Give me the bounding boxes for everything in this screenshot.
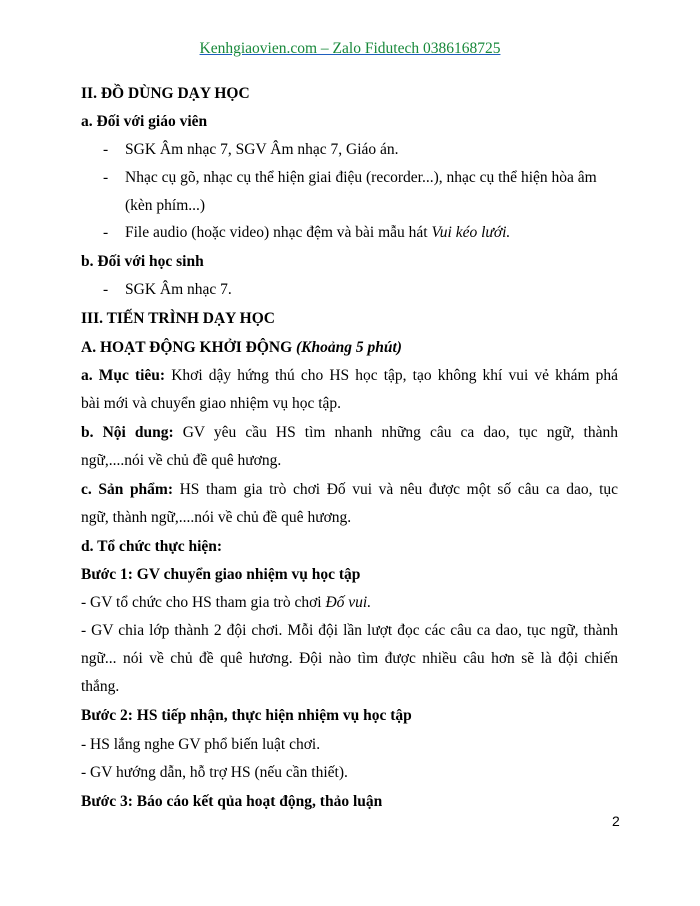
step1-line: - GV chia lớp thành 2 đội chơi. Mỗi đội lần lượt đọc các câu ca dao, tục ngữ, thành [81,622,618,639]
section-title-process: III. TIẾN TRÌNH DẠY HỌC [81,310,275,327]
step1-title: Bước 1: GV chuyển giao nhiệm vụ học tập [81,566,361,583]
step1-line: ngữ... nói về chủ đề quê hương. Đội nào tìm được nhiều câu hơn sẽ là đội chiến [81,650,618,667]
list-item: - SGK Âm nhạc 7. [103,281,232,298]
organization-title: d. Tổ chức thực hiện: [81,538,223,555]
teacher-subtitle: a. Đối với giáo viên [81,113,208,130]
section-title-materials: II. ĐỒ DÙNG DẠY HỌC [81,85,250,102]
step2-title: Bước 2: HS tiếp nhận, thực hiện nhiệm vụ học tập [81,707,412,724]
step2-line: - GV hướng dẫn, hỗ trợ HS (nếu cần thiết). [81,764,348,781]
goal-paragraph: a. Mục tiêu: Khơi dậy hứng thú cho HS học tập, tạo không khí vui vẻ khám phá [81,367,618,384]
activity-title: A. HOẠT ĐỘNG KHỞI ĐỘNG (Khoảng 5 phút) [81,339,402,356]
step1-line: - GV tổ chức cho HS tham gia trò chơi Đố vui. [81,594,372,611]
header-link[interactable]: Kenhgiaovien.com – Zalo Fidutech 0386168725 [199,40,501,57]
content-paragraph-cont: ngữ,....nói về chủ đề quê hương. [81,452,282,469]
goal-paragraph-cont: bài mới và chuyển giao nhiệm vụ học tập. [81,395,342,412]
step1-line: thắng. [81,678,120,695]
page-header [0,40,700,58]
list-item: - File audio (hoặc video) nhạc đệm và bài mẫu hát Vui kéo lưới. [103,224,511,241]
student-subtitle: b. Đối với học sinh [81,253,204,270]
list-item: - SGK Âm nhạc 7, SGV Âm nhạc 7, Giáo án. [103,141,399,158]
product-paragraph: c. Sản phẩm: HS tham gia trò chơi Đố vui và nêu được một số câu ca dao, tục [81,481,619,498]
list-item: - Nhạc cụ gõ, nhạc cụ thể hiện giai điệu (recorder...), nhạc cụ thể hiện hòa âm [103,169,597,186]
step3-title: Bước 3: Báo cáo kết qủa hoạt động, thảo luận [81,793,383,810]
content-paragraph: b. Nội dung: GV yêu cầu HS tìm nhanh những câu ca dao, tục ngữ, thành [81,424,618,441]
list-item-continuation: (kèn phím...) [125,197,206,214]
step2-line: - HS lắng nghe GV phổ biến luật chơi. [81,736,321,753]
product-paragraph-cont: ngữ, thành ngữ,....nói về chủ đề quê hương. [81,509,352,526]
page-number: 2 [612,813,620,829]
